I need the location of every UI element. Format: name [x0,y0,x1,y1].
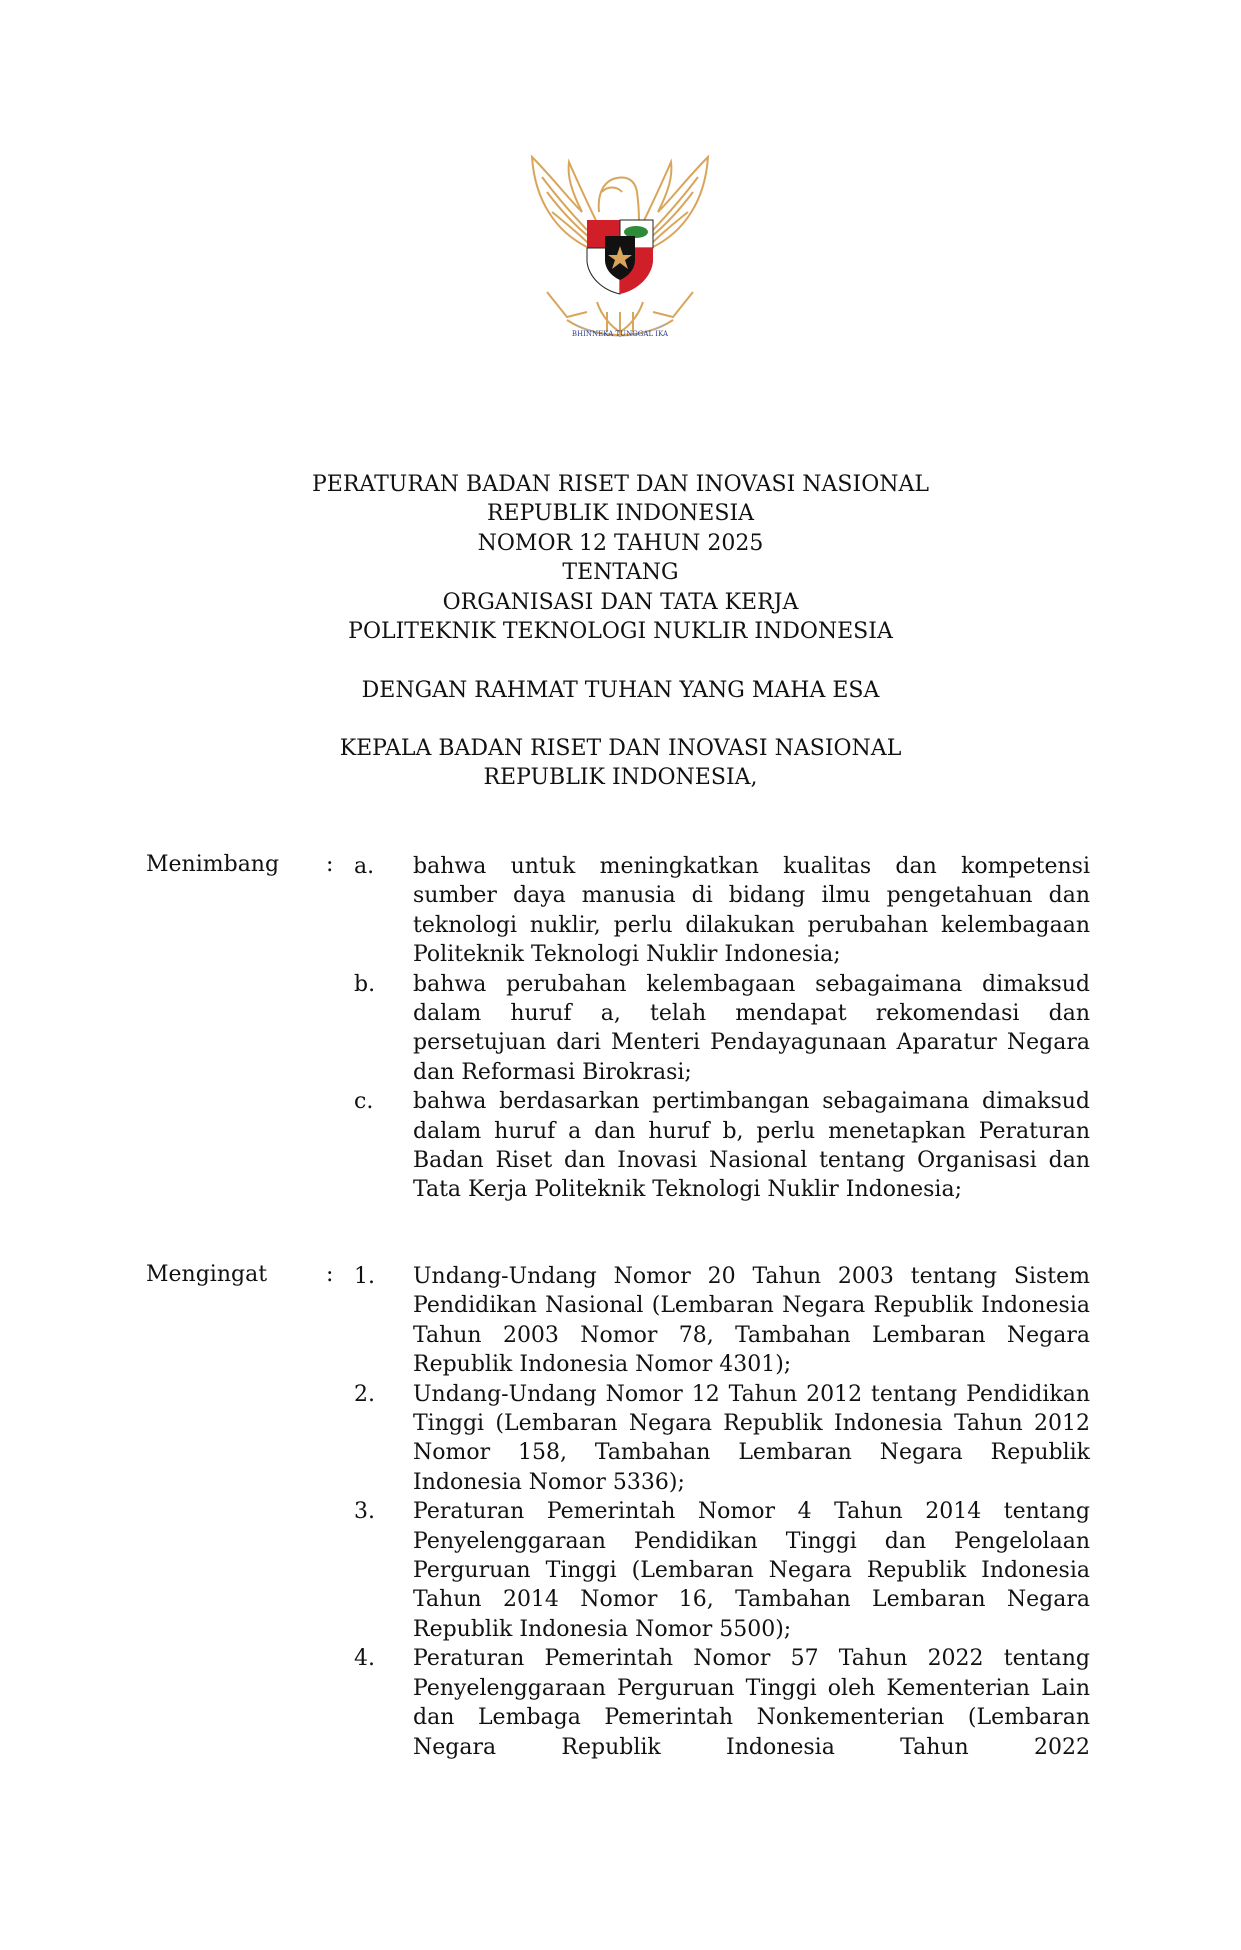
section-colon: : [326,852,334,877]
item-text: Undang-Undang Nomor 12 Tahun 2012 tentang Pendidikan Tinggi (Lembaran Negara Republik Indonesia Tahun 2012 Nomor 158, Tambahan Lembaran Negara Republik Indonesia Nomor 5336); [413,1381,1090,1495]
item-number: 1. [354,1264,375,1289]
item-number: 2. [354,1381,375,1407]
title-line: POLITEKNIK TEKNOLOGI NUKLIR INDONESIA [348,619,893,645]
title-line: TENTANG [562,560,679,586]
item-number: 3. [354,1499,375,1525]
title-line: ORGANISASI DAN TATA KERJA [442,589,799,615]
list-item [146,1644,1096,1762]
official-title [0,734,1241,793]
invocation [0,676,1241,705]
title-line: NOMOR 12 TAHUN 2025 [477,530,764,556]
title-line: PERATURAN BADAN RISET DAN INOVASI NASIONAL [312,472,929,497]
item-text: Peraturan Pemerintah Nomor 57 Tahun 2022 tentang Penyelenggaraan Perguruan Tinggi oleh Kementerian Lain dan Lembaga Pemerintah Nonkementerian (Lembaran Negara Republik Indonesia Tahun 2022 [413,1646,1090,1760]
list-item [146,852,1096,970]
list-item [146,1497,1096,1644]
emblem-motto: BHINNEKA TUNGGAL IKA [571,330,669,338]
item-number: b. [354,971,376,997]
mengingat-section [146,1262,1096,1762]
regulation-title [0,470,1241,646]
list-item [146,1380,1096,1498]
section-colon: : [326,1262,334,1287]
section-label: Menimbang [146,852,280,877]
item-text: bahwa berdasarkan pertimbangan sebagaimana dimaksud dalam huruf a dan huruf b, perlu menetapkan Peraturan Badan Riset dan Inovasi Nasional tentang Organisasi dan Tata Kerja Politeknik Teknologi Nuklir Indonesia; [413,1089,1090,1203]
official-line: REPUBLIK INDONESIA, [483,765,758,791]
item-number: a. [354,854,375,879]
item-text: bahwa untuk meningkatkan kualitas dan kompetensi sumber daya manusia di bidang ilmu pengetahuan dan teknologi nuklir, perlu dilakukan perubahan kelembagaan Politeknik Teknologi Nuklir Indonesia; [413,854,1090,968]
item-text: Peraturan Pemerintah Nomor 4 Tahun 2014 tentang Penyelenggaraan Pendidikan Tinggi dan Pengelolaan Perguruan Tinggi (Lembaran Negara Republik Indonesia Tahun 2014 Nomor 16, Tambahan Lembaran Negara Republik Indonesia Nomor 5500); [413,1499,1090,1642]
list-item [146,970,1096,1088]
list-item [146,1262,1096,1380]
garuda-pancasila-emblem [527,152,713,348]
list-item [146,1087,1096,1205]
menimbang-section [146,852,1096,1205]
invocation-text: DENGAN RAHMAT TUHAN YANG MAHA ESA [361,678,880,703]
item-number: c. [354,1089,374,1115]
item-number: 4. [354,1646,375,1672]
item-text: bahwa perubahan kelembagaan sebagaimana dimaksud dalam huruf a, telah mendapat rekomendasi dan persetujuan dari Menteri Pendayagunaan Aparatur Negara dan Reformasi Birokrasi; [413,971,1090,1085]
item-text: Undang-Undang Nomor 20 Tahun 2003 tentang Sistem Pendidikan Nasional (Lembaran Negara Republik Indonesia Tahun 2003 Nomor 78, Tambahan Lembaran Negara Republik Indonesia Nomor 4301); [413,1264,1090,1378]
title-line: REPUBLIK INDONESIA [486,501,755,527]
official-line: KEPALA BADAN RISET DAN INOVASI NASIONAL [339,736,902,761]
section-label: Mengingat [146,1262,268,1287]
